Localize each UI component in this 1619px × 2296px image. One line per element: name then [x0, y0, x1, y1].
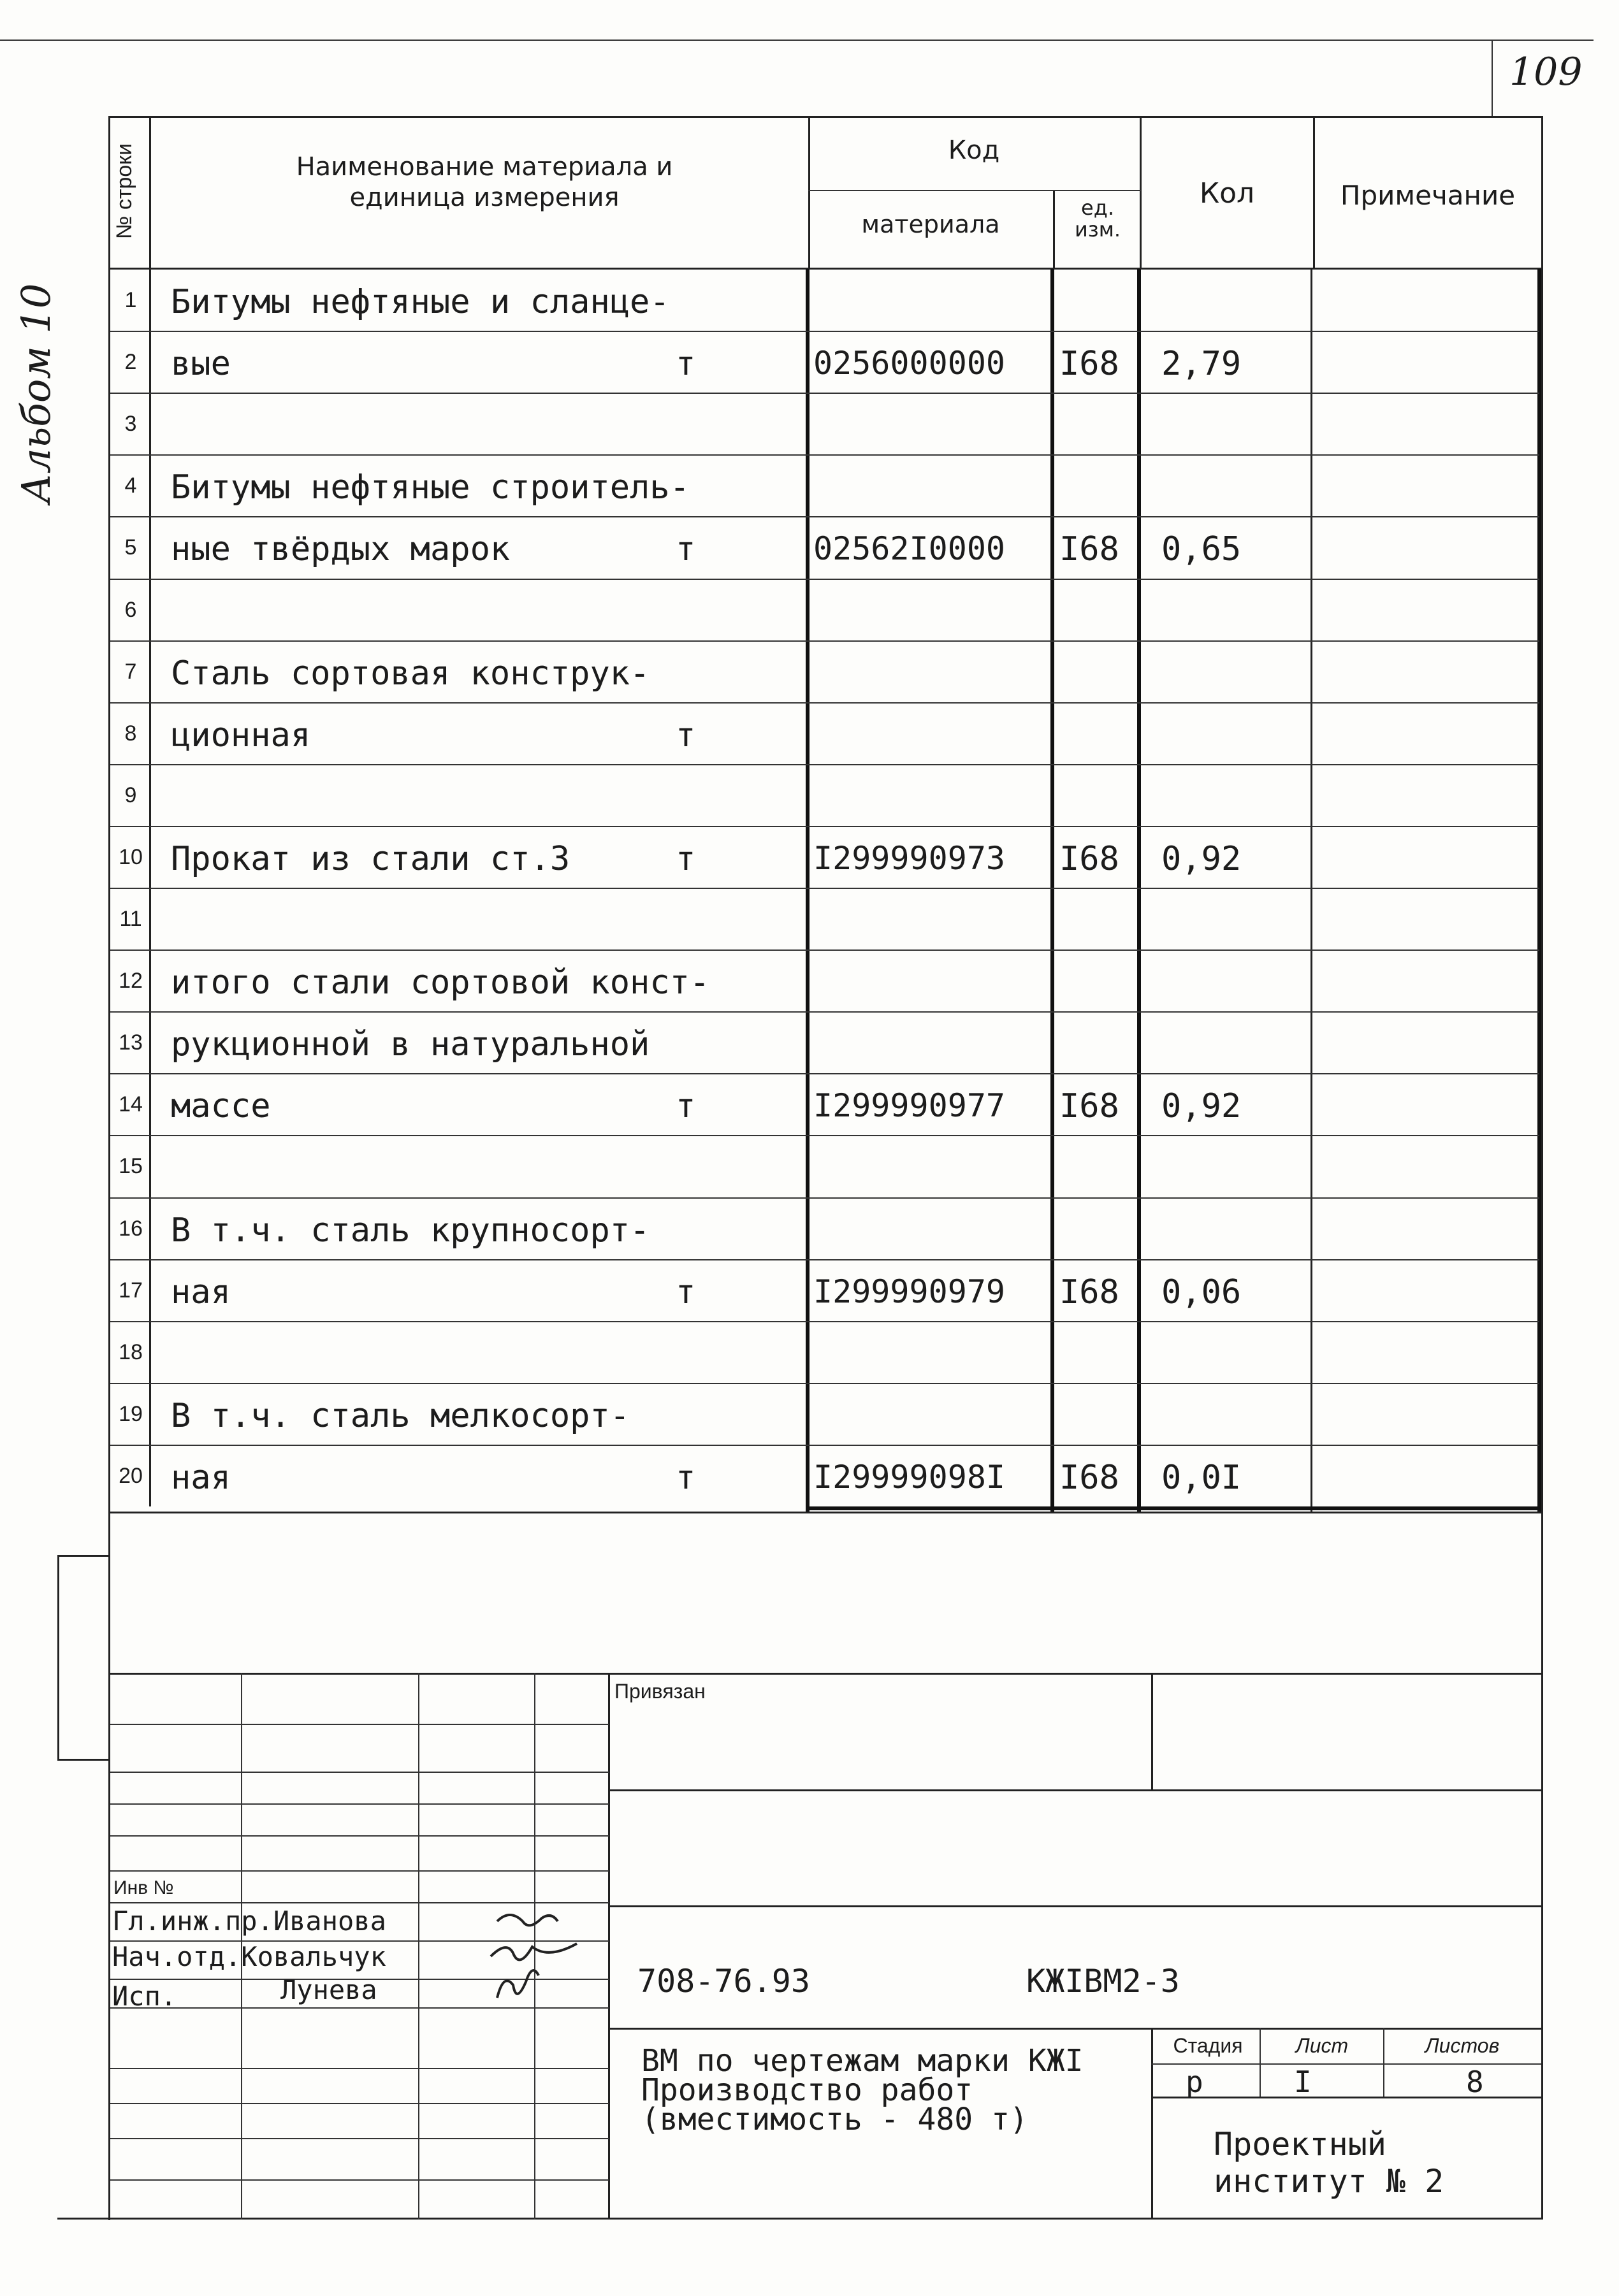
measure-unit: т — [676, 1087, 696, 1125]
signature-head-dept: Нач.отд.Ковальчук — [112, 1941, 386, 1972]
material-code: 02562I0000 — [813, 530, 1006, 567]
desc-line-1: ВМ по чертежам марки КЖI — [641, 2043, 1084, 2079]
row-number: 5 — [124, 535, 137, 560]
row-number: 10 — [119, 845, 143, 869]
inv-no: Инв № — [113, 1877, 174, 1898]
row-number: 4 — [124, 473, 137, 498]
measure-unit: т — [676, 1273, 696, 1311]
title-grid-rule — [110, 1870, 609, 1872]
desc-line-3: (вместимость - 480 т) — [641, 2102, 1028, 2137]
material-name: ционная — [171, 716, 311, 755]
header-material: материала — [861, 210, 1000, 238]
material-name: Битумы нефтяные и сланце- — [171, 283, 670, 321]
quantity: 0,92 — [1161, 840, 1242, 878]
unit-code: I68 — [1059, 1087, 1119, 1125]
top-rule — [0, 40, 1594, 41]
row-number: 6 — [124, 598, 137, 622]
row-number: 7 — [124, 660, 137, 684]
row-number: 1 — [124, 288, 137, 312]
sheet-label: Лист — [1295, 2034, 1349, 2057]
material-name: В т.ч. сталь крупносорт- — [171, 1211, 650, 1250]
row-number: 19 — [119, 1402, 143, 1426]
page-number-divider — [1492, 40, 1493, 116]
org-line-1: Проектный — [1214, 2126, 1386, 2163]
stage-col2 — [1383, 2028, 1384, 2098]
header-unit: ед. изм. — [1074, 196, 1121, 242]
side-tab-bottom — [57, 1759, 110, 1761]
material-code: I299990973 — [813, 840, 1006, 877]
signature-executor-name: Лунева — [280, 1974, 377, 2005]
title-grid-rule — [110, 1724, 609, 1725]
table-row — [0, 949, 1619, 1011]
material-code: I299990977 — [813, 1087, 1006, 1124]
signature-scribbles — [484, 1902, 650, 2004]
drawing-number: 708-76.93 — [637, 1963, 810, 2000]
row-number: 15 — [119, 1154, 143, 1178]
unit-code: I68 — [1059, 1459, 1119, 1497]
row-number: 8 — [124, 721, 137, 746]
material-name: вые — [171, 345, 231, 383]
material-name: ная — [171, 1459, 231, 1497]
header-qty: Кол — [1199, 177, 1255, 210]
sheet-value: I — [1294, 2065, 1312, 2099]
material-name: итого стали сортовой конст- — [171, 964, 710, 1002]
frame-top — [108, 116, 1543, 118]
table-row — [0, 393, 1619, 454]
table-row — [0, 764, 1619, 826]
title-grid-rule — [110, 1803, 609, 1805]
unit-code: I68 — [1059, 530, 1119, 568]
table-row — [0, 1011, 1619, 1073]
measure-unit: т — [676, 530, 696, 568]
signature-executor-label: Исп. — [112, 1981, 177, 2012]
col-qty-line-top — [1140, 116, 1142, 269]
title-bottom-rule — [57, 2218, 1543, 2220]
material-name: Сталь сортовая конструк- — [171, 654, 650, 693]
title-top-rule — [108, 1673, 1543, 1675]
drawing-mark: КЖIВМ2-3 — [1026, 1963, 1180, 2000]
stage-label: Стадия — [1173, 2034, 1243, 2057]
unit-code: I68 — [1059, 840, 1119, 878]
side-tab-top — [57, 1555, 110, 1557]
material-name: ная — [171, 1273, 231, 1311]
title-grid-rule — [110, 1835, 609, 1837]
measure-unit: т — [676, 716, 696, 755]
title-grid-rule — [110, 2179, 609, 2181]
table-row — [0, 1073, 1619, 1135]
page-number: 109 — [1509, 50, 1583, 94]
unit-code: I68 — [1059, 345, 1119, 383]
privyazan-divider — [1151, 1673, 1153, 1791]
material-code: 0256000000 — [813, 345, 1006, 382]
quantity: 0,92 — [1161, 1087, 1242, 1125]
measure-unit: т — [676, 840, 696, 878]
header-row-no: № строки — [112, 143, 136, 240]
table-row — [0, 826, 1619, 888]
stage-block-left — [1151, 2028, 1153, 2219]
table-row — [0, 269, 1619, 331]
material-name: В т.ч. сталь мелкосорт- — [171, 1397, 630, 1435]
unit-code: I68 — [1059, 1273, 1119, 1311]
material-name: Прокат из стали ст.3 — [171, 840, 570, 878]
table-row — [0, 702, 1619, 764]
row-number: 12 — [119, 969, 143, 993]
material-code: I299990979 — [813, 1273, 1006, 1310]
org-line-2: институт № 2 — [1214, 2163, 1444, 2200]
header-name: Наименование материала и единица измерения — [296, 152, 673, 212]
table-row — [0, 1445, 1619, 1506]
desc-line-2: Производство работ — [641, 2072, 973, 2108]
material-name: Битумы нефтяные строитель- — [171, 468, 690, 507]
title-grid-rule — [110, 2103, 609, 2104]
stage-col1 — [1260, 2028, 1261, 2098]
row-number: 13 — [119, 1030, 143, 1055]
side-tab-left — [57, 1555, 59, 1759]
title-grid-rule — [110, 2007, 609, 2009]
quantity: 0,06 — [1161, 1273, 1242, 1311]
table-row — [0, 888, 1619, 949]
table-row — [0, 1383, 1619, 1445]
table-row — [0, 1197, 1619, 1259]
sheets-label: Листов — [1425, 2034, 1500, 2057]
row-number: 18 — [119, 1340, 143, 1364]
row-number: 3 — [124, 412, 137, 436]
privyazan-label: Привязан — [614, 1680, 706, 1703]
quantity: 2,79 — [1161, 345, 1242, 383]
code-block-bottom — [806, 1506, 1541, 1510]
table-row — [0, 331, 1619, 393]
table-row — [0, 454, 1619, 516]
quantity: 0,65 — [1161, 530, 1242, 568]
material-name: рукционной в натуральной — [171, 1025, 650, 1064]
table-row — [0, 579, 1619, 640]
stage-value: р — [1186, 2065, 1203, 2099]
code-sub-rule — [808, 190, 1141, 191]
material-name: массе — [171, 1087, 271, 1125]
title-grid-rule — [110, 2138, 609, 2139]
measure-unit: т — [676, 345, 696, 383]
code-row-bottom — [608, 2028, 1543, 2030]
album-label: Альбом 10 — [13, 283, 59, 503]
material-code: I29999098I — [813, 1459, 1006, 1496]
row-number: 11 — [119, 907, 142, 931]
table-row — [0, 516, 1619, 578]
privyazan-bottom — [608, 1789, 1543, 1791]
title-grid-rule — [110, 1772, 609, 1773]
title-grid-rule — [110, 2068, 609, 2069]
row-number: 2 — [124, 350, 137, 374]
header-code: Код — [948, 136, 1000, 165]
quantity: 0,0I — [1161, 1459, 1242, 1497]
row-number: 16 — [119, 1217, 143, 1241]
header-note: Примечание — [1340, 180, 1516, 211]
table-row — [0, 1321, 1619, 1383]
signature-chief-engineer: Гл.инж.пр.Иванова — [112, 1905, 386, 1937]
row-number: 14 — [119, 1092, 143, 1116]
material-name: ные твёрдых марок — [171, 530, 511, 568]
row-number: 20 — [119, 1464, 143, 1488]
col-unit-line-top — [1053, 191, 1055, 269]
measure-unit: т — [676, 1459, 696, 1497]
row-number: 9 — [124, 783, 137, 807]
table-row — [0, 1135, 1619, 1197]
code-row-top — [608, 1905, 1543, 1907]
title-right — [1541, 1673, 1543, 2220]
sheets-value: 8 — [1466, 2065, 1484, 2099]
table-row — [0, 1259, 1619, 1321]
table-end-rule — [108, 1512, 1543, 1513]
col-note-line-top — [1313, 116, 1315, 269]
table-row — [0, 640, 1619, 702]
row-number: 17 — [119, 1278, 143, 1303]
